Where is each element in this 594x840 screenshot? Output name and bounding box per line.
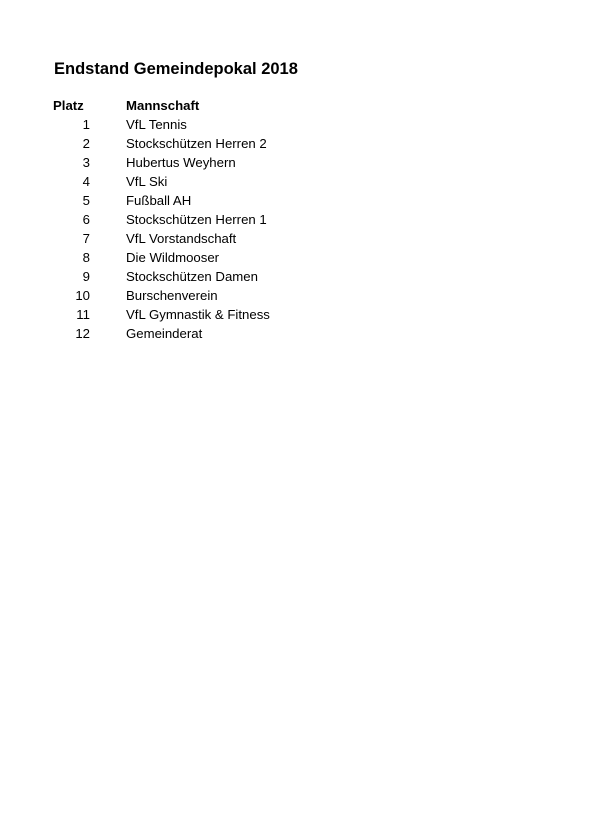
rank-column-header: Platz (53, 98, 84, 113)
team-cell: Stockschützen Damen (126, 269, 258, 284)
rank-cell: 5 (82, 193, 90, 208)
rank-cell: 12 (75, 326, 90, 341)
rank-cell: 10 (75, 288, 90, 303)
table-row (53, 248, 270, 267)
team-cell: Gemeinderat (126, 326, 203, 341)
column-spacer (90, 286, 126, 305)
table-row (53, 172, 270, 191)
team-cell: Stockschützen Herren 1 (126, 212, 267, 227)
column-spacer (90, 115, 126, 134)
table-row (53, 286, 270, 305)
column-spacer (90, 210, 126, 229)
table-row (53, 134, 270, 153)
column-spacer (90, 96, 126, 115)
rank-cell: 7 (82, 231, 90, 246)
rank-cell: 2 (82, 136, 90, 151)
column-spacer (90, 153, 126, 172)
column-spacer (90, 134, 126, 153)
team-cell: Die Wildmooser (126, 250, 220, 265)
table-row (53, 324, 270, 343)
standings-table (53, 96, 270, 343)
page-title: Endstand Gemeindepokal 2018 (54, 60, 298, 78)
team-cell: VfL Tennis (126, 117, 187, 132)
team-cell: Burschenverein (126, 288, 218, 303)
team-cell: VfL Ski (126, 174, 168, 189)
team-cell: Hubertus Weyhern (126, 155, 236, 170)
column-spacer (90, 305, 126, 324)
column-spacer (90, 324, 126, 343)
team-cell: VfL Vorstandschaft (126, 231, 237, 246)
rank-cell: 4 (82, 174, 90, 189)
team-cell: Stockschützen Herren 2 (126, 136, 267, 151)
rank-cell: 11 (76, 307, 90, 322)
rank-cell: 8 (82, 250, 90, 265)
column-spacer (90, 191, 126, 210)
column-spacer (90, 248, 126, 267)
table-row (53, 191, 270, 210)
rank-cell: 6 (82, 212, 90, 227)
table-row (53, 229, 270, 248)
table-row (53, 267, 270, 286)
team-cell: VfL Gymnastik & Fitness (126, 307, 270, 322)
table-row (53, 305, 270, 324)
team-cell: Fußball AH (126, 193, 192, 208)
column-spacer (90, 267, 126, 286)
rank-cell: 9 (82, 269, 90, 284)
column-spacer (90, 172, 126, 191)
table-row (53, 115, 270, 134)
table-row (53, 210, 270, 229)
rank-cell: 1 (82, 117, 90, 132)
team-column-header: Mannschaft (126, 98, 200, 113)
rank-cell: 3 (82, 155, 90, 170)
column-spacer (90, 229, 126, 248)
table-header-row (53, 96, 270, 115)
table-row (53, 153, 270, 172)
